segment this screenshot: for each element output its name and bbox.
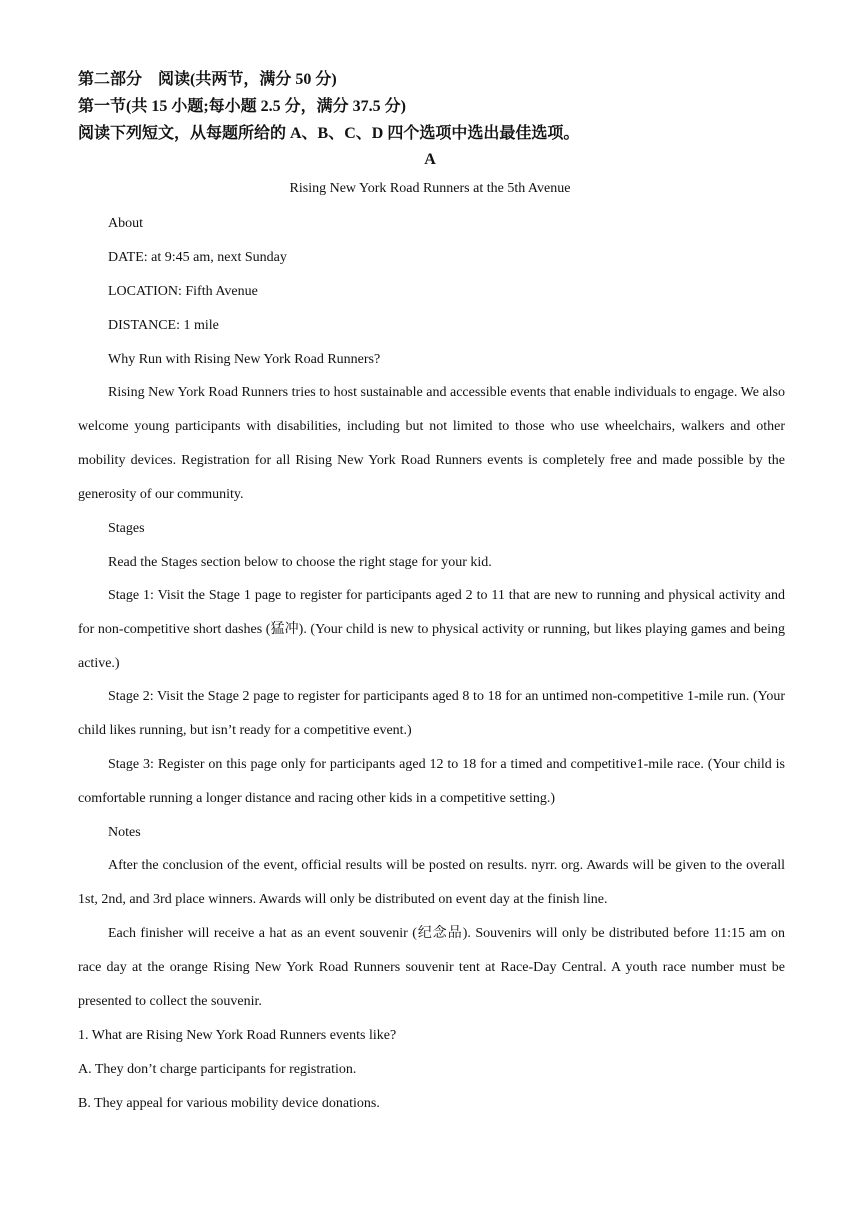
stage-3-paragraph: Stage 3: Register on this page only for participants aged 12 to 18 for a timed and competitive1-mile race. (Your child is comfortable running a longer distance and racing other kids in a competitive setting.) bbox=[78, 757, 785, 806]
why-paragraph: Rising New York Road Runners tries to host sustainable and accessible events that enable individuals to engage. We also welcome young participants with disabilities, including but not limited to those who use wheelchairs, walkers and other mobility devices. Registration for all Rising New York Road Runners events is completely free and made possible by the generosity of our community. bbox=[78, 385, 785, 502]
question-1-stem: 1. What are Rising New York Road Runners events like? bbox=[78, 1028, 397, 1043]
notes-heading: Notes bbox=[108, 825, 141, 840]
part-heading: 第二部分 阅读(共两节，满分 50 分) bbox=[78, 71, 337, 88]
event-date: DATE: at 9:45 am, next Sunday bbox=[108, 250, 287, 265]
instructions: 阅读下列短文，从每题所给的 A、B、C、D 四个选项中选出最佳选项。 bbox=[78, 125, 580, 142]
stages-heading: Stages bbox=[108, 521, 145, 536]
about-heading: About bbox=[108, 216, 143, 231]
passage-title: Rising New York Road Runners at the 5th Avenue bbox=[289, 181, 571, 196]
notes-paragraph-1: After the conclusion of the event, official results will be posted on results. nyrr. org. Awards will be given to the overall 1st, 2nd, and 3rd place winners. Awards will only be distributed on event day at the finish line. bbox=[78, 858, 785, 907]
question-1-option-b: B. They appeal for various mobility device donations. bbox=[78, 1096, 380, 1111]
stage-1-paragraph: Stage 1: Visit the Stage 1 page to register for participants aged 2 to 11 that are new to running and physical activity and for non-competitive short dashes (猛冲). (Your child is new to physical activity or running, but likes playing games and being active.) bbox=[78, 588, 785, 671]
stage-2-paragraph: Stage 2: Visit the Stage 2 page to register for participants aged 8 to 18 for an untimed non-competitive 1-mile run. (Your child likes running, but isn’t ready for a competitive event.) bbox=[78, 689, 785, 738]
why-heading: Why Run with Rising New York Road Runners? bbox=[108, 352, 381, 367]
notes-paragraph-2: Each finisher will receive a hat as an event souvenir (纪念品). Souvenirs will only be distributed before 11:15 am on race day at the orange Rising New York Road Runners souvenir tent at Race-Day Central. A youth race number must be presented to collect the souvenir. bbox=[78, 926, 785, 1009]
event-distance: DISTANCE: 1 mile bbox=[108, 318, 219, 333]
event-location: LOCATION: Fifth Avenue bbox=[108, 284, 258, 299]
passage-letter: A bbox=[424, 151, 436, 168]
question-1-option-a: A. They don’t charge participants for registration. bbox=[78, 1062, 357, 1077]
section-heading: 第一节(共 15 小题;每小题 2.5 分，满分 37.5 分) bbox=[78, 98, 406, 115]
stages-intro: Read the Stages section below to choose the right stage for your kid. bbox=[108, 555, 492, 570]
